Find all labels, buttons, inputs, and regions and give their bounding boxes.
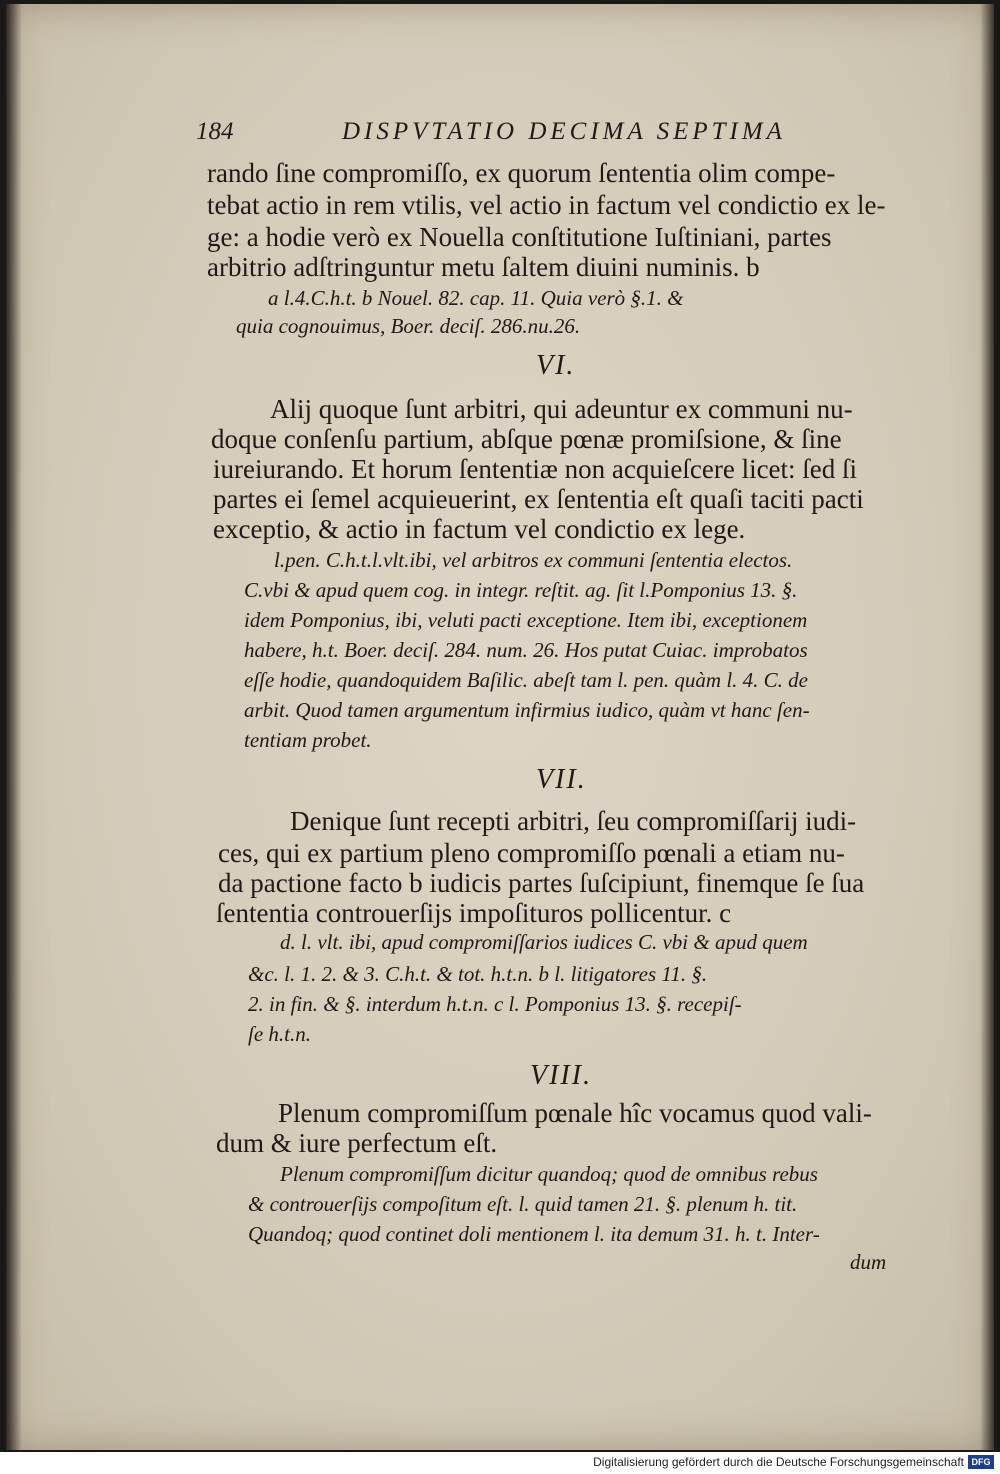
body-line: iureiurando. Et horum ſententiæ non acquieſcere licet: ſed ſi [213, 454, 858, 484]
body-line: Denique ſunt recepti arbitri, ſeu compromiſſarij iudi- [290, 806, 857, 836]
body-line: partes ei ſemel acquieuerint, ex ſententia eſt quaſi taciti pacti [213, 484, 864, 514]
body-line: da pactione facto b iudicis partes ſuſcipiunt, finemque ſe ſua [218, 868, 865, 898]
section-heading-vii: VII. [536, 764, 587, 795]
footnote-line: ſe h.t.n. [248, 1022, 311, 1046]
footnote-line: habere, h.t. Boer. deciſ. 284. num. 26. Hos putat Cuiac. improbatos [244, 638, 808, 662]
body-line: ces, qui ex partium pleno compromiſſo pœnali a etiam nu- [218, 838, 845, 868]
body-line: Alij quoque ſunt arbitri, qui adeuntur ex communi nu- [270, 394, 853, 424]
page-number: 184 [196, 118, 234, 145]
section-heading-vi: VI. [536, 350, 576, 381]
footnote-line: C.vbi & apud quem cog. in integr. reſtit. ag. ſit l.Pomponius 13. §. [244, 578, 798, 602]
body-line: dum & iure perfectum eſt. [216, 1128, 498, 1158]
footer-credit: Digitalisierung gefördert durch die Deutsche Forschungsgemeinschaft [593, 1455, 964, 1469]
footnote-line: a l.4.C.h.t. b Nouel. 82. cap. 11. Quia verò §.1. & [268, 286, 684, 310]
footnote-line: l.pen. C.h.t.l.vlt.ibi, vel arbitros ex communi ſententia electos. [274, 548, 793, 572]
footer-bar [0, 1452, 1000, 1474]
footnote-line: Plenum compromiſſum dicitur quandoq; quod de omnibus rebus [280, 1162, 818, 1186]
footnote-line: 2. in fin. & §. interdum h.t.n. c l. Pomponius 13. §. recepiſ- [248, 992, 742, 1016]
body-line: ſententia controuerſijs impoſituros pollicentur. c [216, 898, 732, 928]
body-line: ge: a hodie verò ex Nouella conſtitutione Iuſtiniani, partes [207, 222, 832, 252]
footnote-line: eſſe hodie, quandoquidem Baſilic. abeſt tam l. pen. quàm l. 4. C. de [244, 668, 808, 692]
body-line: arbitrio adſtringuntur metu ſaltem diuini numinis. b [207, 252, 760, 282]
body-line: doque conſenſu partium, abſque pœnæ promiſsione, & ſine [211, 424, 842, 454]
footnote-line: idem Pomponius, ibi, veluti pacti exceptione. Item ibi, exceptionem [244, 608, 808, 632]
body-line: tebat actio in rem vtilis, vel actio in factum vel condictio ex le- [207, 190, 886, 220]
footnote-line: & controuerſijs compoſitum eſt. l. quid tamen 21. §. plenum h. tit. [248, 1192, 798, 1216]
running-title: DISPVTATIO DECIMA SEPTIMA [342, 118, 786, 145]
footnote-line: arbit. Quod tamen argumentum infirmius iudico, quàm vt hanc ſen- [244, 698, 810, 722]
body-line: Plenum compromiſſum pœnale hîc vocamus quod vali- [278, 1098, 872, 1128]
section-heading-viii: VIII. [530, 1060, 593, 1091]
body-line: rando ſine compromiſſo, ex quorum ſententia olim compe- [207, 158, 836, 188]
page-edge-left [6, 4, 22, 1450]
footnote-line: tentiam probet. [244, 728, 372, 752]
footnote-line: Quandoq; quod continet doli mentionem l. ita demum 31. h. t. Inter- [248, 1222, 820, 1246]
page-header [196, 118, 796, 152]
body-line: exceptio, & actio in factum vel condictio ex lege. [213, 514, 746, 544]
footnote-line: d. l. vlt. ibi, apud compromiſſarios iudices C. vbi & apud quem [280, 930, 808, 954]
catchword: dum [850, 1250, 887, 1274]
page-edge-right [980, 4, 994, 1450]
footnote-line: &c. l. 1. 2. & 3. C.h.t. & tot. h.t.n. b l. litigatores 11. §. [248, 962, 708, 986]
footnote-line: quia cognouimus, Boer. deciſ. 286.nu.26. [236, 314, 581, 338]
dfg-logo: DFG [968, 1455, 994, 1469]
